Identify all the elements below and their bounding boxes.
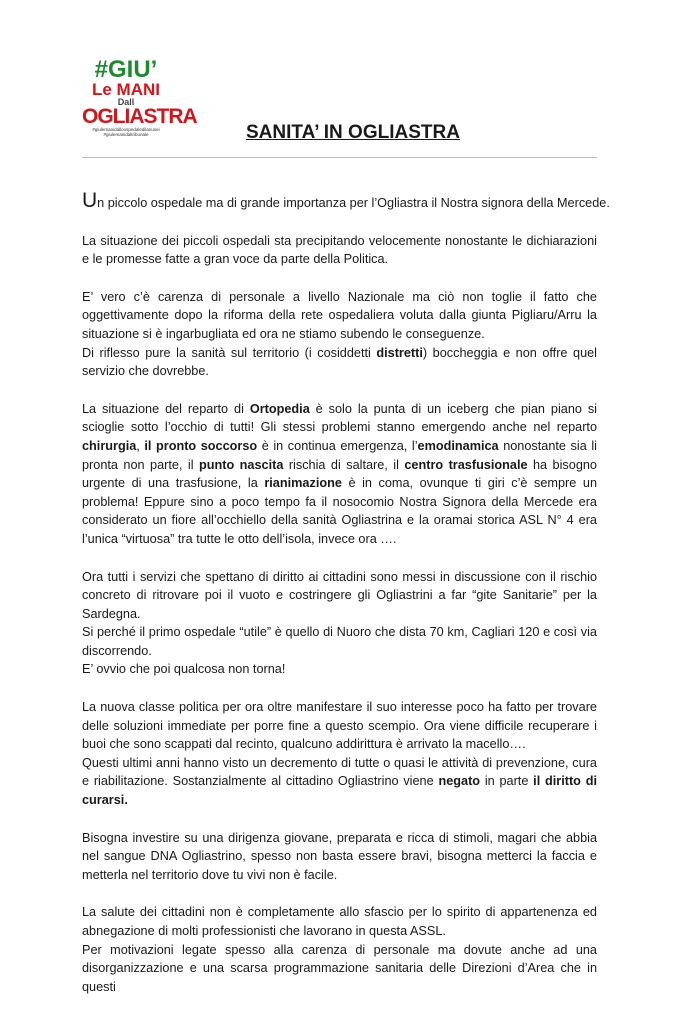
logo-dall: Dall (117, 97, 135, 107)
paragraph-2: La situazione dei piccoli ospedali sta precipitando velocemente nonostante le dichiarazioni e le promesse fatte a gran voce da parte della Politica. (82, 233, 597, 267)
logo-le-mani: Le MANI (92, 80, 160, 99)
title-divider (82, 157, 597, 158)
paragraph-4: La situazione del reparto di Ortopedia è solo la punta di un iceberg che pian piano si scioglie sotto l’occhio di tutti! Gli stessi problemi stanno emergendo anche nel reparto chirurgia, il pronto soccorso è in continua emergenza, l’emodinamica nonostante sia li pronta non parte, il punto nascita rischia di saltare, il centro trasfusionale ha bisogno urgente di una trasfusione, la rianimazione è in coma, ovunque ti giri c’è sempre un problema! Eppure sino a poco tempo fa il nosocomio Nostra Signora della Mercede era considerato un fiore all’occhiello della sanità Ogliastrina e la oramai storica ASL N° 4 era l’unica “virtuosa” tra tutte le otto dell’isola, invece ora …. (82, 401, 598, 546)
paragraph-3: E’ vero c’è carenza di personale a livello Nazionale ma ciò non toglie il fatto che oggettivamente dopo la riforma della rete ospedaliera voluta dalla giunta Pigliaru/Arru la situazione si è ingarbugliata ed ora ne stiamo subendo le conseguenze. Di riflesso pure la sanità sul territorio (i cosiddetti distretti) boccheggia e non offre quel servizio che dovrebbe. (82, 289, 597, 379)
paragraph-8: La salute dei cittadini non è completamente allo sfascio per lo spirito di appartenenza ed abnegazione di molti professionisti che lavorano in questa ASSL. Per motivazioni legate spesso alla carenza di personale ma dovute anche ad una disorganizzazione e una scarsa programmazione sanitaria delle Direzioni d’Area che in questi (82, 905, 597, 994)
logo-ogliastra: OGLIASTRA (82, 105, 197, 128)
paragraph-6: La nuova classe politica per ora oltre manifestare il suo interesse poco ha fatto per trovare delle soluzioni immediate per porre fine a questo scempio. Ora viene difficile recuperare i buoi che sono scappati dal recinto, qualcuno addirittura è arrivato la macello…. Questi ultimi anni hanno visto un decremento di tutte o quasi le attività di prevenzione, cura e riabilitazione. Sostanzialmente al cittadino Ogliastrino viene negato in parte il diritto di curarsi. (82, 700, 597, 808)
logo-tagline-1: #giulemanidalloospedaledilanusei (92, 127, 160, 132)
paragraph-5: Ora tutti i servizi che spettano di diritto ai cittadini sono messi in discussione con il rischio concreto di ritrovare poi il vuoto e costringere gli Ogliastrini a far “gite Sanitarie” per la Sardegna. Si perché il primo ospedale “utile” è quello di Nuoro che dista 70 km, Cagliari 120 e così via discorrendo. E’ ovvio che poi qualcosa non torna! (82, 569, 597, 677)
article-body (82, 189, 610, 1015)
paragraph-7: Bisogna investire su una dirigenza giovane, preparata e ricca di stimoli, magari che abbia nel sangue DNA Ogliastrino, spesso non basta essere bravi, bisogna metterci la faccia e metterla nel territorio dove tu vivi non è facile. (82, 830, 597, 882)
initial-letter: U (82, 189, 98, 212)
paragraph-1: Un piccolo ospedale ma di grande importanza per l’Ogliastra il Nostra signora della Mercede. (82, 189, 610, 212)
logo-tagline-2: #giulemanidaltribunale (103, 132, 149, 137)
campaign-logo (82, 56, 197, 140)
logo-hashtag: #GIU’ (94, 56, 158, 83)
page-title: SANITA’ IN OGLIASTRA (246, 122, 460, 143)
